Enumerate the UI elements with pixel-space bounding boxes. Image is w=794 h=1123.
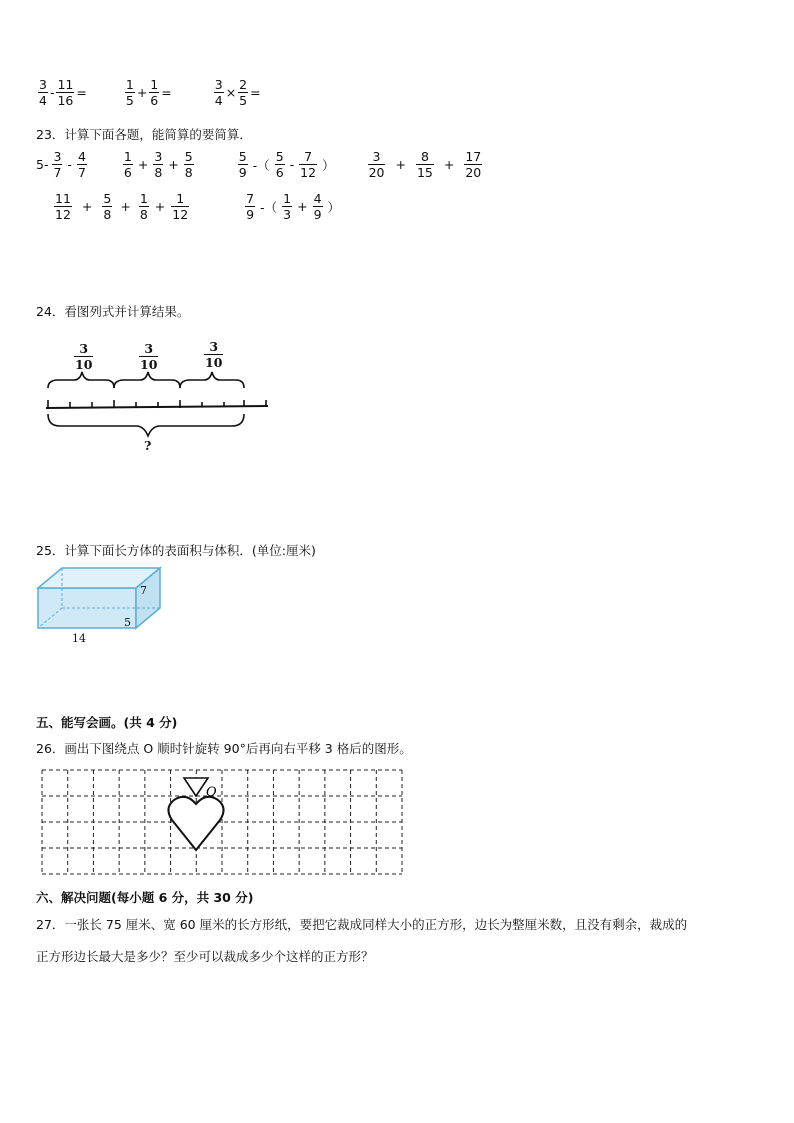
fraction: $\frac{2}{5}$ <box>239 77 248 109</box>
operator: - <box>49 85 55 101</box>
section5-heading: 五、能写会画。(共 4 分) <box>36 715 178 730</box>
triangle-shape <box>184 778 208 796</box>
height-label: 7 <box>140 584 147 597</box>
expr-row-top <box>36 78 261 107</box>
q24-number-line-figure <box>44 340 272 460</box>
number-line <box>46 406 268 408</box>
bottom-brace <box>48 414 244 436</box>
expr-1 <box>36 78 87 107</box>
operator: × <box>225 85 237 101</box>
equals-sign: = <box>161 85 172 101</box>
heart-shape <box>168 797 223 850</box>
q23-expr-6: $\frac{7}{9}$ -（ $\frac{1}{3}$ + $\frac{4}{9}$ ） <box>246 191 341 223</box>
operator: + <box>136 85 148 101</box>
q26-grid-figure <box>40 768 404 876</box>
q23-row2 <box>52 192 343 221</box>
q25-title: 25．计算下面长方体的表面积与体积．(单位:厘米) <box>36 543 316 558</box>
q24-title: 24．看图列式并计算结果。 <box>36 304 190 319</box>
q23-expr-5: $\frac{11}{12}$ + $\frac{5}{8}$ + $\frac{1}{8}$ + $\frac{1}{12}$ <box>55 191 189 223</box>
label-fraction-1: 3 10 <box>75 341 93 373</box>
label-fraction-3: 3 10 <box>205 339 223 371</box>
q23-expr-3: $\frac{5}{9}$ -（ $\frac{5}{6}$ - $\frac{7}{12}$ ） <box>238 149 335 181</box>
q23-row1 <box>36 150 484 179</box>
question-mark: ? <box>144 438 152 453</box>
q27-line2: 正方形边长最大是多少？至少可以裁成多少个这样的正方形？ <box>36 949 374 964</box>
width-label: 5 <box>124 616 131 629</box>
top-brace-2 <box>114 372 180 388</box>
q23-expr-4: $\frac{3}{20}$ + $\frac{8}{15}$ + $\frac{17}{20}$ <box>368 149 482 181</box>
cuboid-diagram <box>34 564 164 650</box>
top-brace-3 <box>180 372 244 388</box>
length-label: 14 <box>72 632 86 645</box>
q26-title: 26．画出下图绕点 O 顺时针旋转 90°后再向右平移 3 格后的图形。 <box>36 741 412 756</box>
equals-sign: = <box>76 85 87 101</box>
fraction: $\frac{1}{5}$ <box>125 77 134 109</box>
top-brace-1 <box>48 372 114 388</box>
fraction: $\frac{3}{4}$ <box>214 77 223 109</box>
point-o-label: O <box>206 785 217 800</box>
fraction: $\frac{1}{6}$ <box>150 77 159 109</box>
q27-line1: 27．一张长 75 厘米、宽 60 厘米的长方形纸，要把它裁成同样大小的正方形，边长为整厘米数，且没有剩余，裁成的 <box>36 917 688 932</box>
section6-heading: 六、解决问题(每小题 6 分，共 30 分) <box>36 890 254 905</box>
expr-2 <box>123 78 172 107</box>
q23-expr-2: $\frac{1}{6}$ + $\frac{3}{8}$ + $\frac{5}{8}$ <box>123 149 193 181</box>
label-fraction-2: 3 10 <box>140 341 158 373</box>
expr-3 <box>212 78 261 107</box>
q23-expr-1: 5- $\frac{3}{7}$ - $\frac{4}{7}$ <box>36 149 86 181</box>
dashed-grid <box>40 768 404 876</box>
fraction: $\frac{3}{4}$ <box>39 77 47 109</box>
cuboid-figure <box>34 564 164 650</box>
fraction: $\frac{11}{16}$ <box>57 77 74 109</box>
q23-title: 23．计算下面各题，能简算的要简算． <box>36 127 252 142</box>
equals-sign: = <box>250 85 261 101</box>
